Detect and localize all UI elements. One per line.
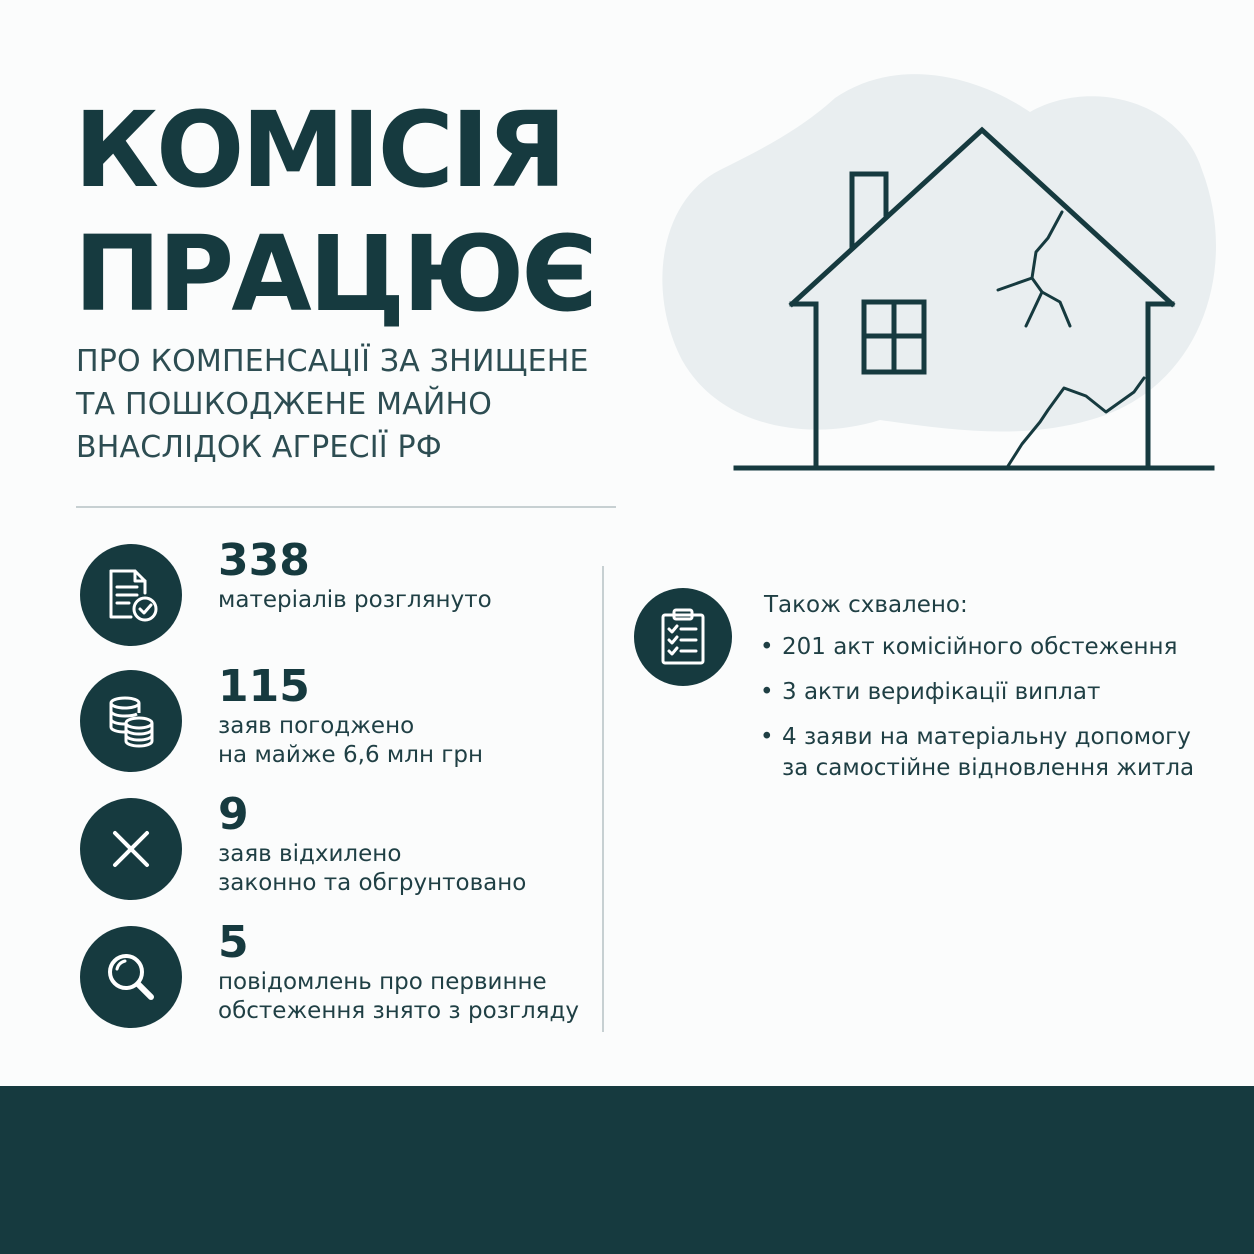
page-title-line-2: ПРАЦЮЄ xyxy=(74,213,595,335)
also-approved-heading: Також схвалено: xyxy=(764,592,968,618)
footer-band xyxy=(0,1086,1254,1254)
stat-description-line-1: повідомлень про первинне xyxy=(218,969,547,995)
list-item-text: 4 заяви на матеріальну допомогу xyxy=(782,724,1191,750)
list-item-text-line-2: за самостійне відновлення житла xyxy=(782,755,1195,781)
stat-number: 338 xyxy=(218,535,310,586)
list-item xyxy=(760,632,1194,663)
stat-description-line-2: на майже 6,6 млн грн xyxy=(218,742,484,768)
list-item-text: 3 акти верифікації виплат xyxy=(782,679,1101,705)
page-title xyxy=(74,88,595,336)
stat-number: 115 xyxy=(218,661,310,712)
coins-icon xyxy=(80,670,182,772)
bullet: • xyxy=(760,679,774,705)
stat-description xyxy=(218,586,492,615)
close-icon xyxy=(80,798,182,900)
list-item xyxy=(760,677,1194,708)
page-subtitle-line-3: ВНАСЛІДОК АГРЕСІЇ РФ xyxy=(76,430,442,465)
stat-description-line-1: заяв погоджено xyxy=(218,713,415,739)
vertical-divider xyxy=(602,566,604,1032)
search-icon xyxy=(80,926,182,1028)
page-title-line-1: КОМІСІЯ xyxy=(74,89,564,211)
damaged-house-icon xyxy=(720,110,1220,480)
bullet: • xyxy=(760,724,774,750)
clipboard-checklist-icon xyxy=(634,588,732,686)
stat-number: 9 xyxy=(218,789,249,840)
list-item-text: 201 акт комісійного обстеження xyxy=(782,634,1178,660)
stat-description-line-1: матеріалів розглянуто xyxy=(218,587,492,613)
stat-number: 5 xyxy=(218,917,249,968)
stat-description xyxy=(218,968,579,1026)
horizontal-divider xyxy=(76,506,616,508)
stat-description xyxy=(218,712,483,770)
list-item xyxy=(760,722,1194,784)
document-check-icon xyxy=(80,544,182,646)
page-subtitle-line-1: ПРО КОМПЕНСАЦІЇ ЗА ЗНИЩЕНЕ xyxy=(76,344,589,379)
stat-description xyxy=(218,840,526,898)
page-subtitle-line-2: ТА ПОШКОДЖЕНЕ МАЙНО xyxy=(76,387,493,422)
stat-description-line-2: обстеження знято з розгляду xyxy=(218,998,580,1024)
also-approved-list xyxy=(760,632,1194,798)
bullet: • xyxy=(760,634,774,660)
stat-description-line-2: законно та обгрунтовано xyxy=(218,870,527,896)
page-subtitle xyxy=(76,340,589,469)
stat-description-line-1: заяв відхилено xyxy=(218,841,402,867)
